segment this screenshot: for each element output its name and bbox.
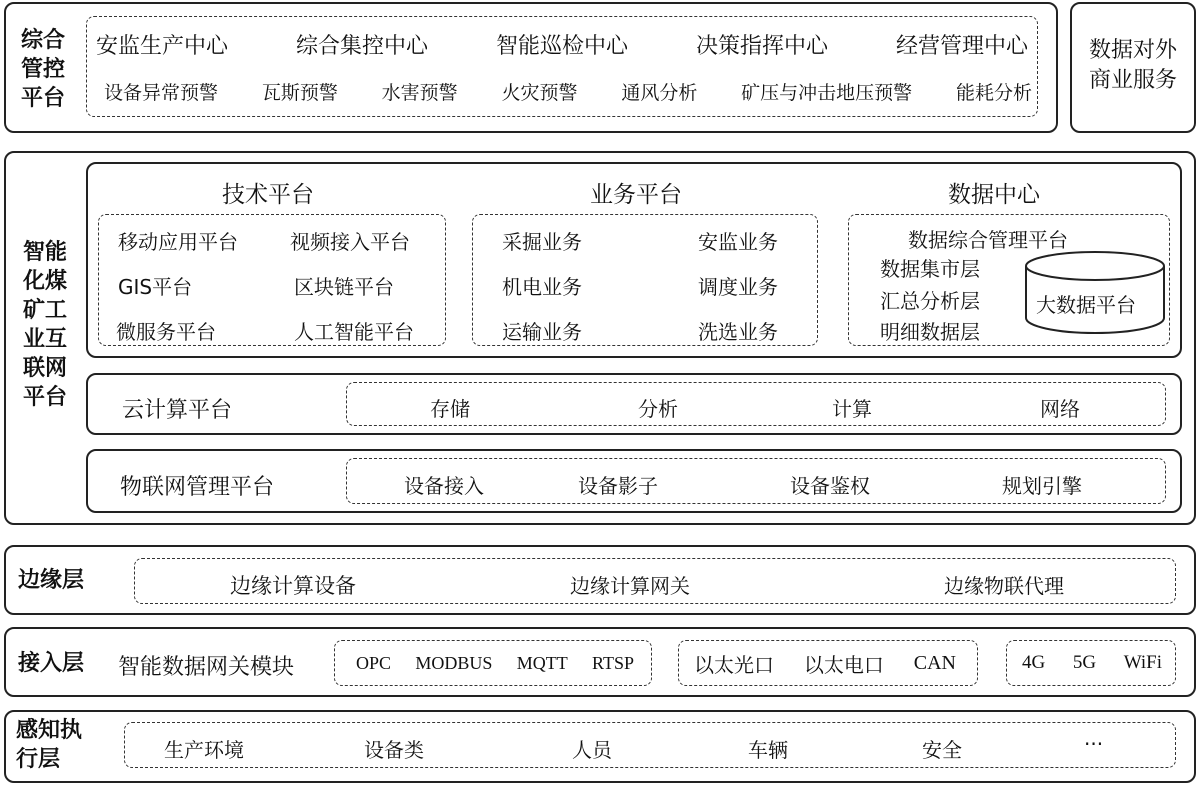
cloud-network: 网络 bbox=[1040, 397, 1080, 421]
data-mart-layer: 数据集市层 bbox=[880, 257, 980, 281]
warning-water: 水害预警 bbox=[381, 81, 458, 104]
cloud-compute: 计算 bbox=[832, 397, 872, 421]
iot-device-access: 设备接入 bbox=[404, 474, 484, 498]
wireless-4g: 4G bbox=[1022, 652, 1046, 673]
analysis-energy: 能耗分析 bbox=[955, 81, 1032, 104]
business-platform-title: 业务平台 bbox=[590, 182, 682, 208]
warning-rock-pressure: 矿压与冲击地压预警 bbox=[741, 81, 913, 104]
wireless-row bbox=[1022, 650, 1162, 676]
control-centers-row bbox=[96, 28, 1028, 60]
biz-dispatch: 调度业务 bbox=[698, 275, 778, 299]
smart-data-gateway-module: 智能数据网关模块 bbox=[118, 655, 295, 680]
edge-computing-gateway: 边缘计算网关 bbox=[570, 574, 690, 598]
tech-gis: GIS平台 bbox=[118, 275, 193, 299]
cloud-storage: 存储 bbox=[430, 397, 470, 421]
center-safety-production: 安监生产中心 bbox=[96, 33, 229, 59]
center-integrated-control: 综合集控中心 bbox=[295, 33, 428, 59]
ports-row bbox=[694, 650, 956, 676]
cloud-analysis: 分析 bbox=[638, 397, 678, 421]
iot-management-platform-label: 物联网管理平台 bbox=[120, 475, 275, 500]
tech-platform-title: 技术平台 bbox=[222, 182, 314, 208]
warning-fire: 火灾预警 bbox=[501, 81, 578, 104]
port-ethernet-optical: 以太光口 bbox=[694, 652, 774, 677]
sense-vehicles: 车辆 bbox=[748, 738, 788, 762]
big-data-platform-label: 大数据平台 bbox=[1036, 293, 1136, 317]
tech-mobile-app: 移动应用平台 bbox=[118, 230, 238, 254]
sense-production-environment: 生产环境 bbox=[164, 738, 244, 762]
tech-blockchain: 区块链平台 bbox=[294, 275, 394, 299]
cloud-computing-platform-label: 云计算平台 bbox=[122, 398, 233, 423]
industrial-internet-platform-label: 智能 化煤 矿工 业互 联网 平台 bbox=[22, 240, 67, 410]
access-layer-label: 接入层 bbox=[18, 651, 85, 676]
warning-equipment: 设备异常预警 bbox=[104, 81, 219, 104]
data-management-platform: 数据综合管理平台 bbox=[908, 228, 1068, 252]
detail-data-layer: 明细数据层 bbox=[880, 320, 980, 344]
tech-video-access: 视频接入平台 bbox=[290, 230, 410, 254]
wireless-5g: 5G bbox=[1072, 652, 1097, 673]
sense-more: ··· bbox=[1084, 732, 1104, 756]
biz-mining: 采掘业务 bbox=[502, 230, 582, 254]
iot-device-auth: 设备鉴权 bbox=[790, 474, 870, 498]
sense-safety: 安全 bbox=[922, 738, 962, 762]
protocols-row bbox=[356, 650, 634, 676]
protocol-modbus: MODBUS bbox=[415, 652, 493, 673]
external-data-service-label: 数据对外 商业服务 bbox=[1088, 38, 1177, 93]
iot-rule-engine: 规划引擎 bbox=[1002, 474, 1082, 498]
tech-microservice: 微服务平台 bbox=[116, 320, 216, 344]
edge-layer-label: 边缘层 bbox=[18, 568, 85, 593]
biz-transport: 运输业务 bbox=[502, 320, 582, 344]
wireless-wifi: WiFi bbox=[1123, 652, 1162, 673]
iot-device-shadow: 设备影子 bbox=[578, 474, 658, 498]
integrated-control-platform-label: 综合 管控 平台 bbox=[20, 28, 65, 111]
warning-gas: 瓦斯预警 bbox=[261, 81, 338, 104]
data-center-title: 数据中心 bbox=[948, 182, 1040, 208]
edge-iot-agent: 边缘物联代理 bbox=[944, 574, 1064, 598]
summary-analysis-layer: 汇总分析层 bbox=[880, 289, 980, 313]
protocol-rtsp: RTSP bbox=[592, 652, 634, 673]
protocol-opc: OPC bbox=[356, 652, 392, 673]
tech-ai: 人工智能平台 bbox=[294, 320, 414, 344]
sense-personnel: 人员 bbox=[572, 738, 612, 762]
sensing-items-group bbox=[124, 722, 1176, 768]
center-operation-management: 经营管理中心 bbox=[895, 33, 1028, 59]
analysis-ventilation: 通风分析 bbox=[621, 81, 698, 104]
center-smart-inspection: 智能巡检中心 bbox=[495, 33, 628, 59]
port-ethernet-electrical: 以太电口 bbox=[803, 652, 884, 677]
biz-safety: 安监业务 bbox=[698, 230, 778, 254]
center-decision-command: 决策指挥中心 bbox=[695, 33, 828, 59]
port-can: CAN bbox=[913, 651, 956, 674]
protocol-mqtt: MQTT bbox=[516, 652, 568, 673]
edge-computing-device: 边缘计算设备 bbox=[230, 574, 356, 598]
sensing-execution-layer-label: 感知执 行层 bbox=[16, 718, 83, 772]
sense-equipment: 设备类 bbox=[364, 738, 424, 762]
biz-washing: 洗选业务 bbox=[698, 320, 778, 344]
biz-electromechanical: 机电业务 bbox=[502, 275, 582, 299]
warnings-row bbox=[104, 76, 1032, 106]
